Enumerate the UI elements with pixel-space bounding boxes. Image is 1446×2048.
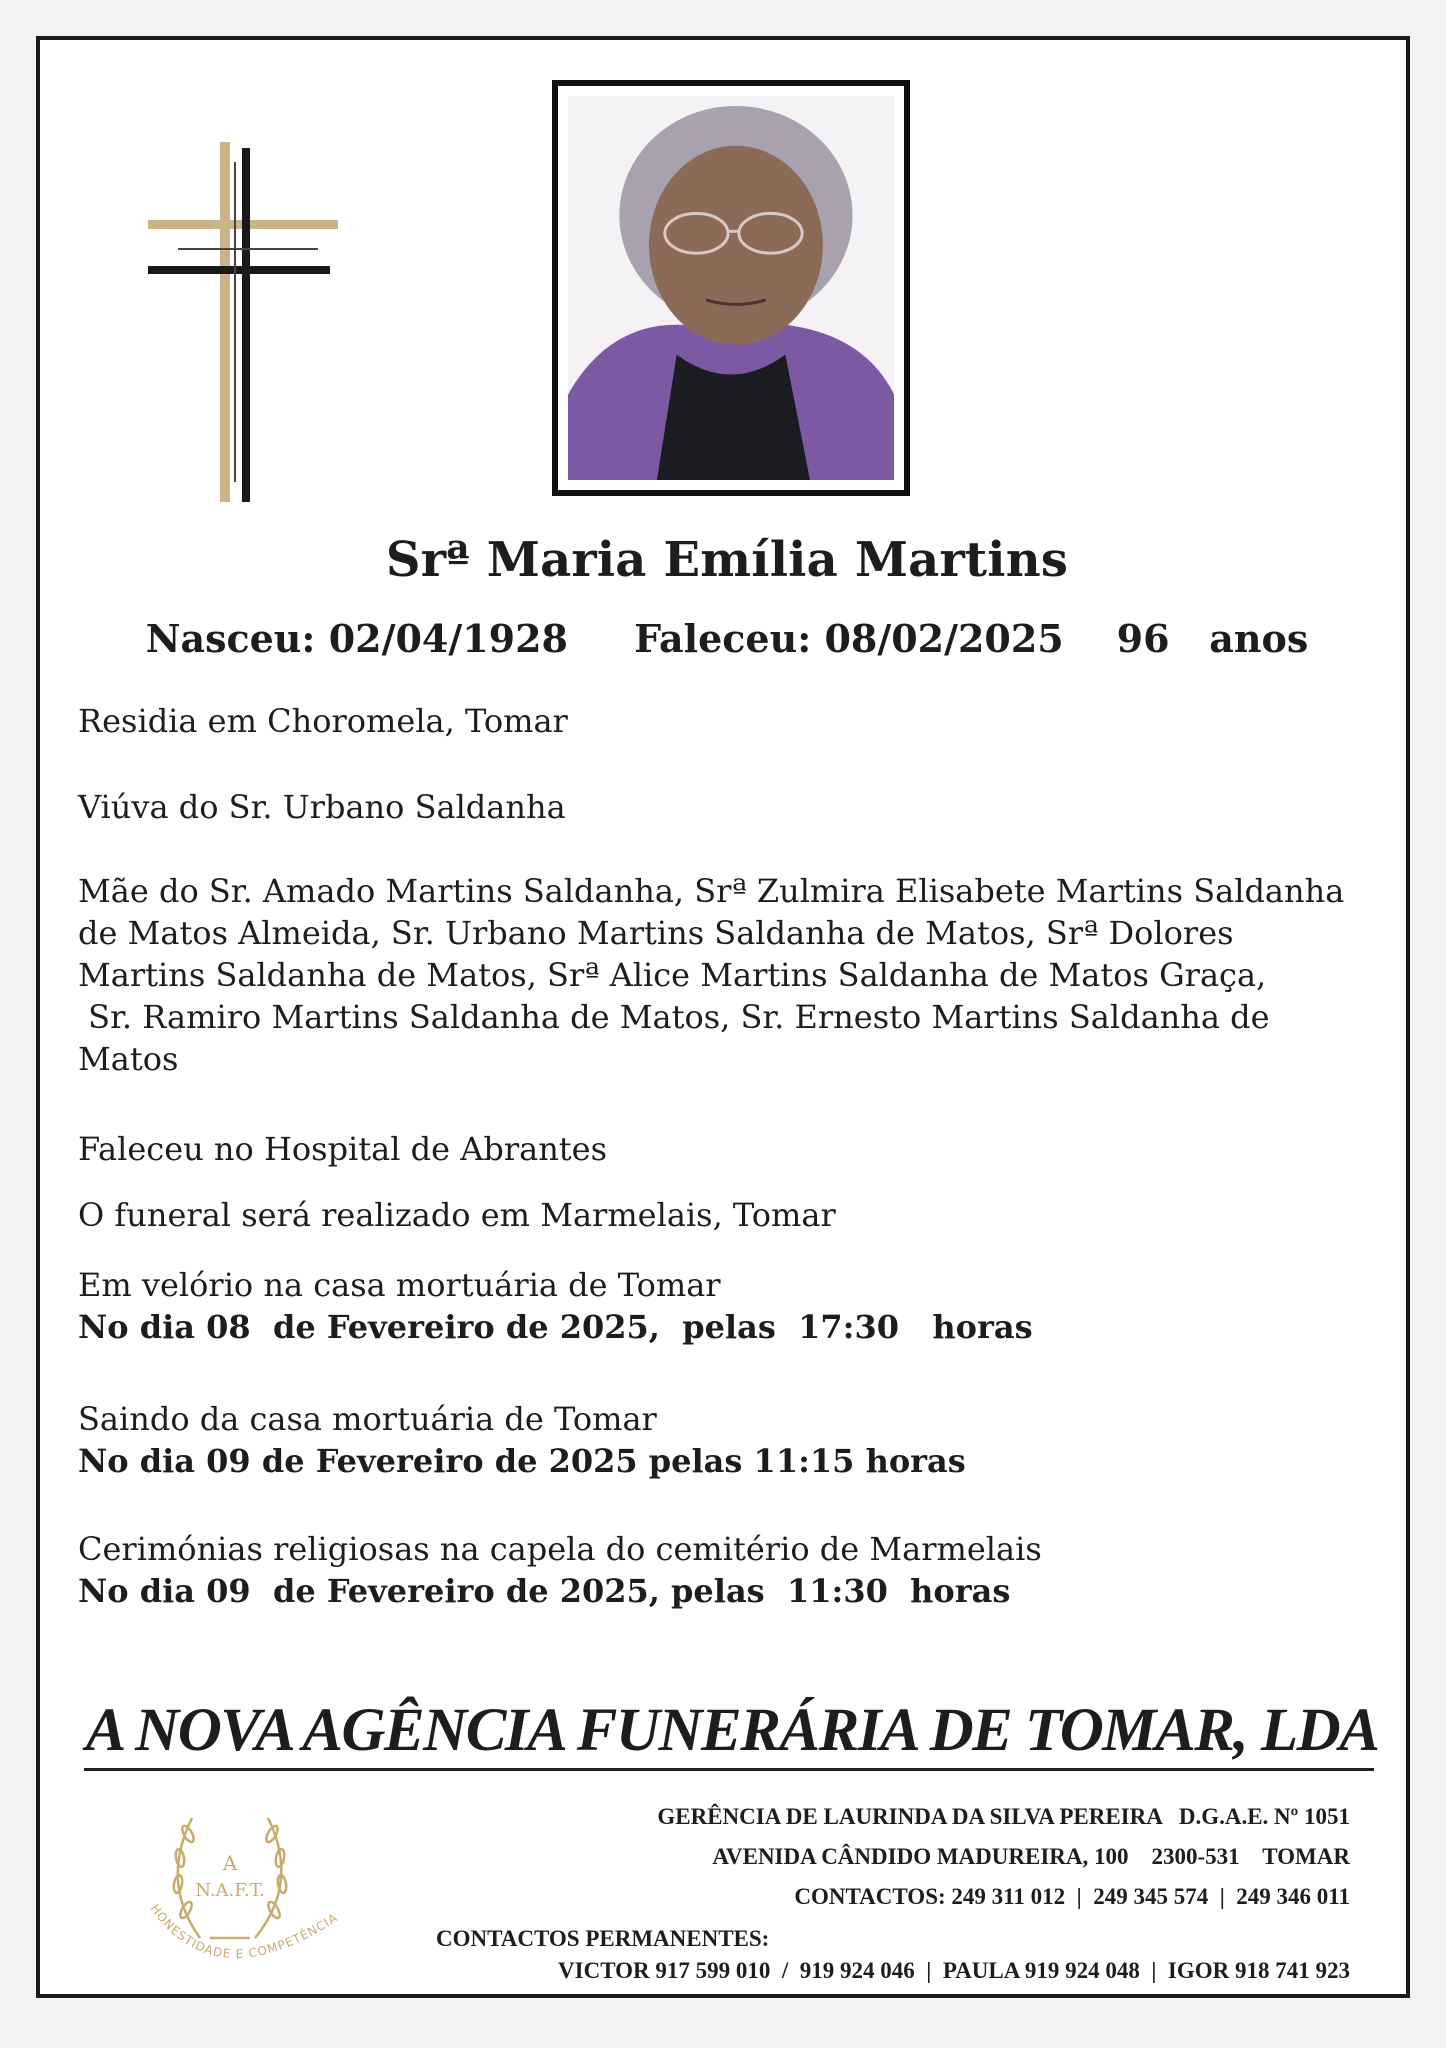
funeral-text: O funeral será realizado em Marmelais, Tomar (78, 1196, 836, 1234)
event-detail: No dia 09 de Fevereiro de 2025 pelas 11:15 horas (78, 1442, 966, 1480)
event-detail: No dia 09 de Fevereiro de 2025, pelas 11:30 horas (78, 1572, 1011, 1610)
residence-text: Residia em Choromela, Tomar (78, 702, 568, 740)
event-wake (78, 1264, 1378, 1348)
cross-icon (148, 142, 338, 502)
svg-text:HONESTIDADE E COMPETÊNCIA (148, 1902, 341, 1962)
portrait-frame (552, 80, 910, 496)
event-title: Cerimónias religiosas na capela do cemitério de Marmelais (78, 1530, 1042, 1568)
deceased-name: Srª Maria Emília Martins (385, 532, 1069, 588)
agency-management: GERÊNCIA DE LAURINDA DA SILVA PEREIRA D.G.A.E. Nº 1051 (657, 1804, 1350, 1829)
emblem-top-letter: A (222, 1851, 238, 1875)
widow-text: Viúva do Sr. Urbano Saldanha (78, 788, 566, 826)
born-label: Nasceu: (145, 616, 316, 661)
agency-emblem-icon (140, 1788, 400, 1988)
children-line: de Matos Almeida, Sr. Urbano Martins Saldanha de Matos, Srª Dolores (78, 914, 1234, 952)
place-of-death-text: Faleceu no Hospital de Abrantes (78, 1130, 608, 1168)
emblem-motto: HONESTIDADE E COMPETÊNCIA (147, 1901, 341, 1962)
dates-line (40, 616, 1414, 661)
agency-contacts: CONTACTOS: 249 311 012 | 249 345 574 | 249 346 011 (794, 1884, 1350, 1909)
event-departure (78, 1398, 1378, 1482)
event-title: Em velório na casa mortuária de Tomar (78, 1266, 721, 1304)
event-title: Saindo da casa mortuária de Tomar (78, 1400, 657, 1438)
permanent-contacts-label: CONTACTOS PERMANENTES: (436, 1926, 770, 1951)
portrait-photo (568, 96, 894, 480)
children-line: Matos (78, 1040, 179, 1078)
emblem-abbr: N.A.F.T. (195, 1880, 265, 1901)
agency-underline (84, 1768, 1374, 1771)
agency-address: AVENIDA CÂNDIDO MADUREIRA, 100 2300-531 TOMAR (712, 1844, 1350, 1869)
children-text (78, 870, 1378, 1080)
age-value: 96 (1116, 616, 1170, 661)
died-label: Faleceu: (634, 616, 812, 661)
died-date: 08/02/2025 (824, 616, 1064, 661)
born-date: 02/04/1928 (328, 616, 568, 661)
children-line: Martins Saldanha de Matos, Srª Alice Martins Saldanha de Matos Graça, (78, 956, 1267, 994)
children-line: Mãe do Sr. Amado Martins Saldanha, Srª Zulmira Elisabete Martins Saldanha (78, 872, 1345, 910)
obituary-sheet (36, 36, 1410, 1998)
age-unit: anos (1209, 616, 1309, 661)
children-line: Sr. Ramiro Martins Saldanha de Matos, Sr. Ernesto Martins Saldanha de (78, 998, 1270, 1036)
event-ceremony (78, 1528, 1378, 1612)
agency-name: A NOVA AGÊNCIA FUNERÁRIA DE TOMAR, LDA (85, 1697, 1379, 1764)
event-detail: No dia 08 de Fevereiro de 2025, pelas 17:30 horas (78, 1308, 1033, 1346)
permanent-contacts: VICTOR 917 599 010 / 919 924 046 | PAULA 919 924 048 | IGOR 918 741 923 (558, 1958, 1350, 1983)
